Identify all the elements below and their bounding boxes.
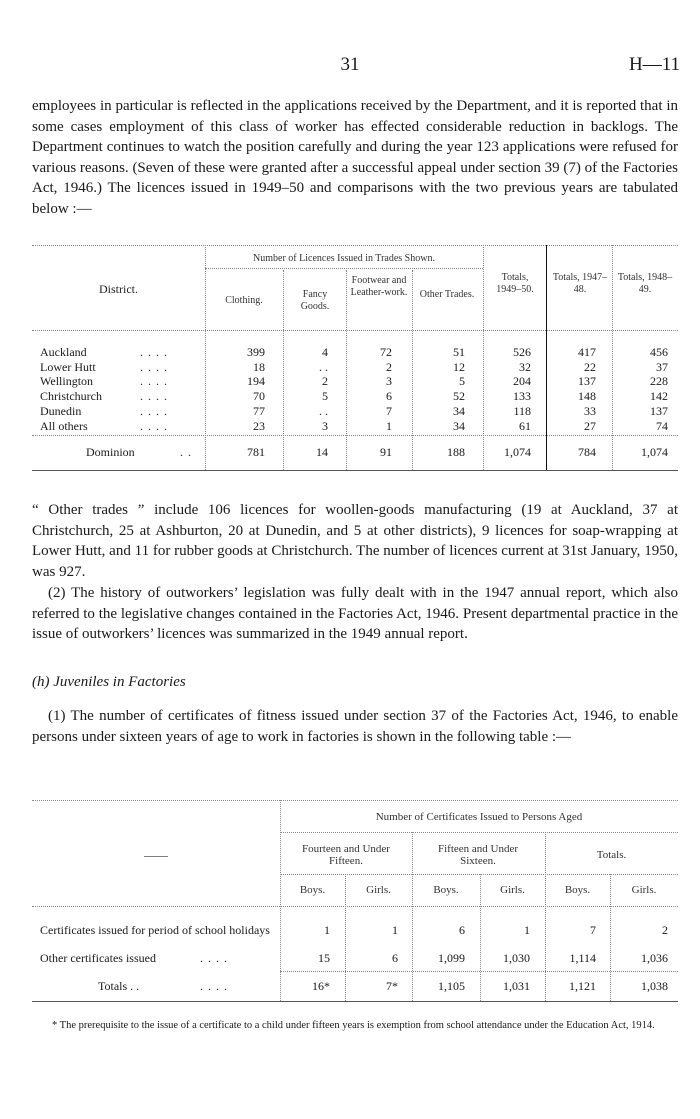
district-header: District. — [99, 282, 138, 296]
district-name: Auckland — [40, 345, 87, 359]
cell-other: 5 — [459, 374, 465, 389]
other-trades-header: Other Trades. — [419, 289, 475, 300]
cell-boys-14: 1 — [324, 923, 330, 937]
cell-other: 34 — [453, 403, 465, 418]
total-boys-all: 1,121 — [569, 979, 596, 993]
cell-total-1949-50: 32 — [519, 359, 531, 374]
leader-dots: . . . . — [140, 374, 168, 389]
stub-header: —— — [144, 848, 168, 862]
total-fancy: 14 — [316, 445, 328, 459]
totals-1949-50-header: Totals, 1949–50. — [496, 272, 534, 295]
cell-fancy: 4 — [322, 345, 328, 359]
cell-total-1949-50: 133 — [513, 389, 531, 404]
footnote: * The prerequisite to the issue of a certificate to a child under fifteen years is exemption from school attendance under the Education Act, 1914. — [52, 1020, 655, 1031]
totals-1948-49-header: Totals, 1948–49. — [617, 272, 673, 295]
total-clothing: 781 — [247, 445, 265, 459]
paragraph-certificates: (1) The number of certificates of fitness issued under section 37 of the Factories Act, 1946, to enable persons under sixteen years of age to work in factories is shown in the following table :— — [32, 708, 678, 745]
cell-girls-14: 6 — [392, 951, 398, 965]
page-number: 31 — [340, 54, 360, 75]
cell-fancy: . . — [319, 359, 328, 374]
cell-fancy: 3 — [322, 418, 328, 433]
paragraph-intro: employees in particular is reflected in the applications received by the Department, and it is reported that in some cases employment of this class of worker has effected considerable reduction in backlogs. The Department continues to watch the position carefully and during the year 123 applications were refused for various reasons. (Seven of these were granted after a successful appeal under section 39 (7) of the Factories Act, 1946.) The licences issued in 1949–50 and comparisons with the two previous years are tabulated below :— — [32, 98, 678, 217]
leader-dots: . . . . — [140, 418, 168, 433]
age-15-16-header: Fifteen and Under Sixteen. — [437, 843, 519, 867]
girls-header: Girls. — [500, 884, 525, 896]
cell-total-1949-50: 118 — [513, 403, 531, 418]
cell-total-1947-48: 137 — [578, 374, 596, 389]
cell-total-1948-49: 137 — [650, 403, 668, 418]
cell-boys-total: 1,114 — [569, 951, 596, 965]
cell-total-1949-50: 526 — [513, 345, 531, 359]
cell-footwear: 1 — [386, 418, 392, 433]
cell-girls-15: 1 — [524, 923, 530, 937]
cell-total-1947-48: 27 — [584, 418, 596, 433]
cell-clothing: 77 — [253, 403, 265, 418]
girls-header: Girls. — [366, 884, 391, 896]
cell-other: 34 — [453, 418, 465, 433]
cell-total-1948-49: 37 — [656, 359, 668, 374]
cell-other: 52 — [453, 389, 465, 404]
cell-other: 12 — [453, 359, 465, 374]
cell-boys-total: 7 — [590, 923, 596, 937]
cell-footwear: 6 — [386, 389, 392, 404]
cell-total-1947-48: 417 — [578, 345, 596, 359]
totals-header: Totals. — [596, 849, 627, 861]
certificates-group-header: Number of Certificates Issued to Persons Aged — [375, 811, 583, 823]
leader-dots: . . — [180, 445, 192, 459]
total-girls-14: 7* — [386, 979, 398, 993]
cell-total-1949-50: 61 — [519, 418, 531, 433]
leader-dots: . . . . — [200, 951, 228, 965]
total-1949-50: 1,074 — [504, 445, 531, 459]
total-footwear: 91 — [380, 445, 392, 459]
cell-total-1948-49: 228 — [650, 374, 668, 389]
clothing-header: Clothing. — [225, 295, 263, 306]
cell-footwear: 3 — [386, 374, 392, 389]
row-label: Certificates issued for period of school holidays — [40, 923, 270, 937]
fancy-goods-header: Fancy Goods. — [300, 289, 330, 312]
total-1948-49: 1,074 — [641, 445, 668, 459]
paragraph-outworkers: (2) The history of outworkers’ legislation was fully dealt with in the 1947 annual report, which also referred to the legislative changes contained in the Factories Act, 1946. Present departmental practice in the issue of outworkers’ licences was summarized in the 1949 annual report. — [32, 585, 678, 642]
district-name: Lower Hutt — [40, 359, 96, 374]
leader-dots: . . . . — [140, 345, 168, 359]
document-reference: H—11 — [628, 54, 680, 75]
boys-header: Boys. — [564, 884, 591, 896]
cell-clothing: 194 — [247, 374, 265, 389]
paragraph-other-trades: “ Other trades ” include 106 licences for woollen-goods manufacturing (19 at Auckland, 37 at Christchurch, 25 at Ashburton, 20 at Dunedin, and 5 at other districts), 9 licences for soap-wrapping at Lower Hutt, and 11 for rubber goods at Christchurch. The number of licences current at 31st January, 1950, was 927. — [32, 502, 678, 580]
total-girls-all: 1,038 — [641, 979, 668, 993]
cell-fancy: 5 — [322, 389, 328, 404]
cell-other: 51 — [453, 345, 465, 359]
cell-boys-14: 15 — [318, 951, 330, 965]
total-boys-15: 1,105 — [438, 979, 465, 993]
cell-footwear: 72 — [380, 345, 392, 359]
boys-header: Boys. — [433, 884, 459, 896]
cell-total-1948-49: 142 — [650, 389, 668, 404]
cell-fancy: 2 — [322, 374, 328, 389]
age-14-15-header: Fourteen and Under Fifteen. — [302, 843, 390, 867]
leader-dots: . . . . — [200, 979, 228, 993]
total-other: 188 — [447, 445, 465, 459]
cell-total-1947-48: 33 — [584, 403, 596, 418]
district-name: Dunedin — [40, 403, 82, 418]
cell-clothing: 399 — [247, 345, 265, 359]
cell-girls-15: 1,030 — [503, 951, 530, 965]
cell-girls-total: 2 — [662, 923, 668, 937]
section-heading: (h) Juveniles in Factories — [32, 674, 186, 690]
total-label: Totals . . — [98, 979, 140, 993]
cell-girls-total: 1,036 — [641, 951, 668, 965]
totals-1947-48-header: Totals, 1947–48. — [552, 272, 608, 295]
cell-total-1949-50: 204 — [513, 374, 531, 389]
district-name: Wellington — [40, 374, 94, 389]
cell-total-1947-48: 148 — [578, 389, 596, 404]
cell-total-1947-48: 22 — [584, 359, 596, 374]
cell-boys-15: 1,099 — [438, 951, 465, 965]
cell-clothing: 70 — [253, 389, 265, 404]
total-girls-15: 1,031 — [503, 979, 530, 993]
district-name: Christchurch — [40, 389, 102, 404]
leader-dots: . . . . — [140, 403, 168, 418]
trades-group-header: Number of Licences Issued in Trades Shown. — [253, 253, 435, 264]
cell-total-1948-49: 456 — [650, 345, 668, 359]
boys-header: Boys. — [299, 884, 326, 896]
cell-clothing: 23 — [253, 418, 265, 433]
total-boys-14: 16* — [312, 979, 330, 993]
cell-fancy: . . — [319, 403, 328, 418]
row-label: Other certificates issued — [40, 951, 156, 965]
district-name: All others — [40, 418, 88, 433]
cell-footwear: 7 — [386, 403, 392, 418]
total-label: Dominion — [86, 445, 135, 459]
total-1947-48: 784 — [578, 445, 596, 459]
cell-girls-14: 1 — [392, 923, 398, 937]
leader-dots: . . . . — [140, 389, 168, 404]
girls-header: Girls. — [631, 884, 657, 896]
leader-dots: . . . . — [140, 359, 168, 374]
footwear-header: Footwear and Leather-work. — [350, 275, 408, 298]
cell-boys-15: 6 — [459, 923, 465, 937]
cell-total-1948-49: 74 — [656, 418, 668, 433]
cell-footwear: 2 — [386, 359, 392, 374]
cell-clothing: 18 — [253, 359, 265, 374]
